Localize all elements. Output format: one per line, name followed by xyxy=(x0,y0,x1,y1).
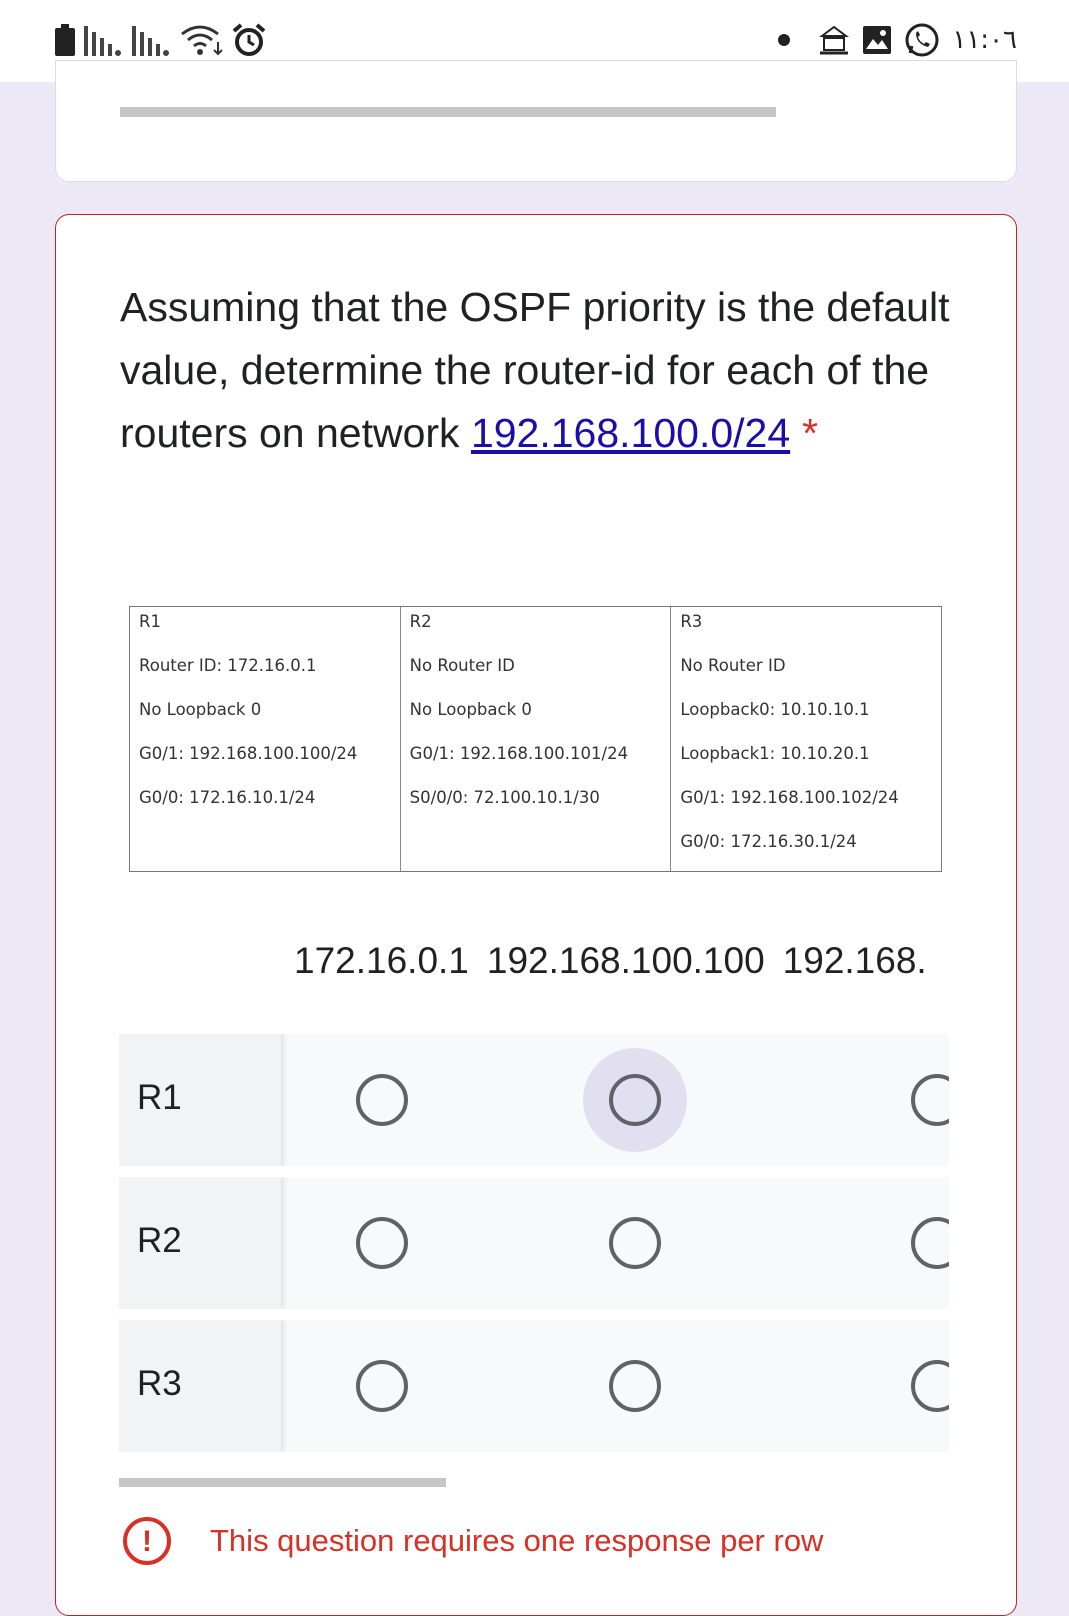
radio-r3-c1[interactable] xyxy=(356,1360,408,1412)
table-cell: G0/1: 192.168.100.102/24 xyxy=(680,788,899,807)
error-icon-glyph: ! xyxy=(142,1525,152,1558)
table-cell: Router ID: 172.16.0.1 xyxy=(139,656,317,675)
row-label: R2 xyxy=(137,1221,182,1260)
status-right xyxy=(776,22,1017,58)
table-cell: No Router ID xyxy=(409,656,515,675)
router-config-table xyxy=(129,606,942,872)
battery-icon xyxy=(54,24,76,56)
question-text: Assuming that the OSPF priority is the default value, determine the router-id for each of the routers on network xyxy=(120,284,950,456)
table-column-r3 xyxy=(671,607,941,871)
row-label-cell xyxy=(119,1177,281,1309)
gallery-icon xyxy=(862,25,892,55)
text-input-underline[interactable] xyxy=(120,107,776,117)
radio-r2-c1[interactable] xyxy=(356,1217,408,1269)
row-label: R1 xyxy=(137,1078,182,1117)
horizontal-scrollbar[interactable] xyxy=(119,1478,446,1487)
radio-r1-c3[interactable] xyxy=(911,1074,949,1126)
radio-r2-c2[interactable] xyxy=(609,1217,661,1269)
table-cell: No Loopback 0 xyxy=(409,700,532,719)
status-left xyxy=(54,22,266,58)
grid-column-header: 192.168. xyxy=(782,940,927,981)
required-asterisk: * xyxy=(802,410,819,456)
table-cell: G0/1: 192.168.100.100/24 xyxy=(139,744,358,763)
row-label-cell xyxy=(119,1320,281,1452)
wifi-icon xyxy=(180,24,224,56)
table-title-r2: R2 xyxy=(409,612,432,631)
table-cell: G0/0: 172.16.30.1/24 xyxy=(680,832,857,851)
table-cell: G0/0: 172.16.10.1/24 xyxy=(139,788,316,807)
question-title xyxy=(120,276,960,465)
row-label-cell xyxy=(119,1034,281,1166)
radio-r1-c2[interactable] xyxy=(609,1074,661,1126)
table-cell: No Loopback 0 xyxy=(139,700,262,719)
dot-icon xyxy=(776,33,806,47)
alarm-icon xyxy=(232,23,266,57)
signal-icon-2 xyxy=(132,24,172,56)
grid-row-r1 xyxy=(119,1034,949,1166)
clock: ١١:٠٦ xyxy=(952,25,1017,55)
radio-r2-c3[interactable] xyxy=(911,1217,949,1269)
error-icon xyxy=(122,1516,172,1566)
table-cell: Loopback1: 10.10.20.1 xyxy=(680,744,870,763)
table-cell: S0/0/0: 72.100.10.1/30 xyxy=(409,788,600,807)
error-message: This question requires one response per row xyxy=(210,1523,824,1558)
whatsapp-icon xyxy=(904,22,940,58)
bank-app-icon xyxy=(818,24,850,56)
table-cell: No Router ID xyxy=(680,656,786,675)
table-cell: G0/1: 192.168.100.101/24 xyxy=(409,744,629,763)
signal-icon xyxy=(84,24,124,56)
network-link[interactable]: 192.168.100.0/24 xyxy=(470,410,791,456)
grid-column-headers xyxy=(294,940,944,992)
row-label: R3 xyxy=(137,1364,182,1403)
grid-column-header: 192.168.100.100 xyxy=(486,940,765,981)
table-cell: Loopback0: 10.10.10.1 xyxy=(680,700,870,719)
table-column-r2 xyxy=(401,607,672,871)
radio-r3-c2[interactable] xyxy=(609,1360,661,1412)
previous-question-card xyxy=(55,60,1017,182)
grid-row-r2 xyxy=(119,1177,949,1309)
table-title-r1: R1 xyxy=(139,612,161,631)
radio-r3-c3[interactable] xyxy=(911,1360,949,1412)
grid-row-r3 xyxy=(119,1320,949,1452)
grid-column-header: 172.16.0.1 xyxy=(294,940,469,981)
table-column-r1 xyxy=(130,607,401,871)
validation-error xyxy=(122,1516,823,1566)
table-title-r3: R3 xyxy=(680,612,703,631)
radio-r1-c1[interactable] xyxy=(356,1074,408,1126)
